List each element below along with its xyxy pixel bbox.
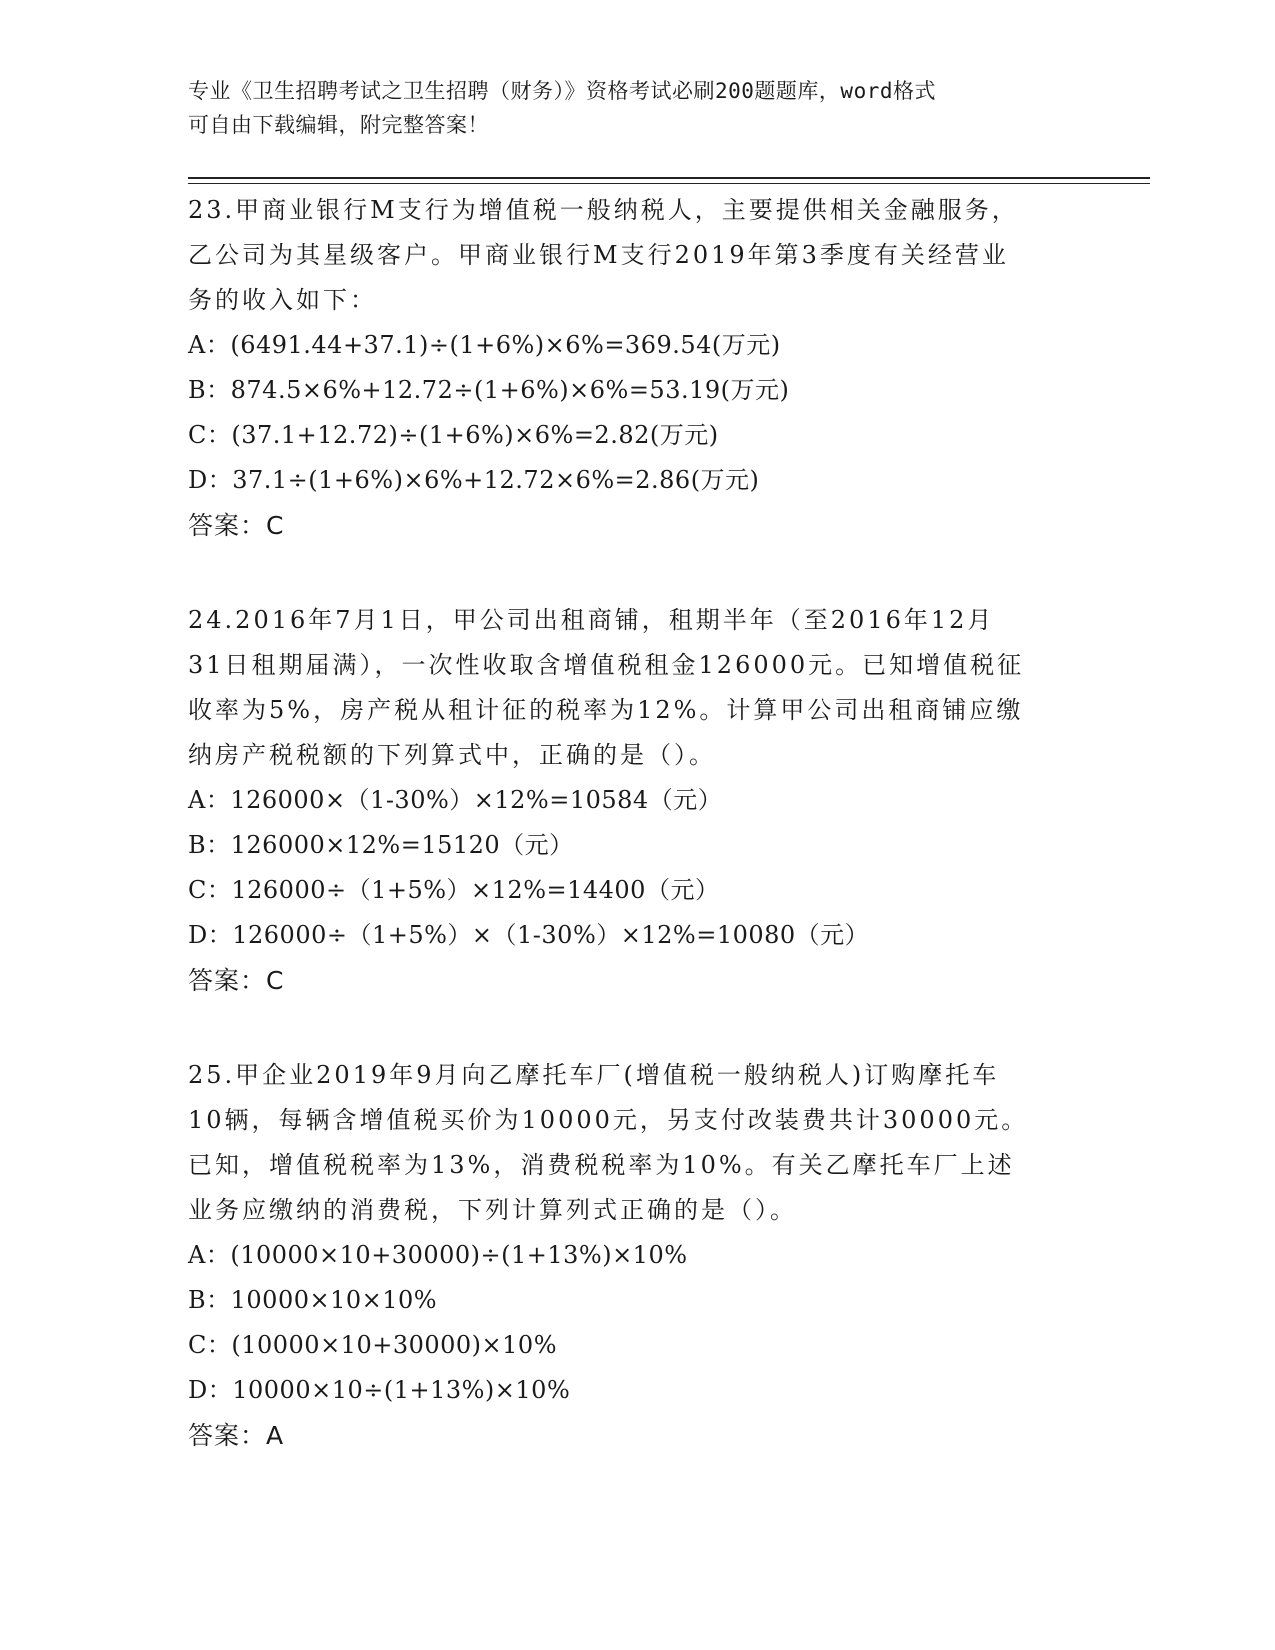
- question-text-line: 31日租期届满），一次性收取含增值税租金126000元。已知增值税征: [188, 651, 1025, 679]
- header-line-2: 可自由下载编辑，附完整答案！: [188, 113, 489, 137]
- option-a: A：126000×（1-30%）×12%=10584（元）: [188, 786, 723, 814]
- question-24: [188, 598, 1088, 1003]
- question-23: [188, 188, 1088, 548]
- question-text-line: 24.2016年7月1日，甲公司出租商铺，租期半年（至2016年12月: [188, 606, 995, 634]
- header-divider-thin: [188, 183, 1150, 184]
- option-c: C：(10000×10+30000)×10%: [188, 1331, 557, 1359]
- option-b: B：10000×10×10%: [188, 1286, 438, 1314]
- answer: 答案：C: [188, 511, 285, 540]
- option-d: D：37.1÷(1+6%)×6%+12.72×6%=2.86(万元): [188, 466, 760, 494]
- question-text-line: 业务应缴纳的消费税，下列计算列式正确的是（）。: [188, 1196, 797, 1224]
- question-text-line: 纳房产税税额的下列算式中，正确的是（）。: [188, 741, 716, 769]
- option-a: A：(6491.44+37.1)÷(1+6%)×6%=369.54(万元): [188, 331, 781, 359]
- option-d: D：10000×10÷(1+13%)×10%: [188, 1376, 571, 1404]
- option-c: C：126000÷（1+5%）×12%=14400（元）: [188, 876, 720, 904]
- question-text-line: 务的收入如下：: [188, 286, 377, 314]
- question-text-line: 已知，增值税税率为13%，消费税税率为10%。有关乙摩托车厂上述: [188, 1151, 1015, 1179]
- header-divider-thick: [188, 177, 1150, 179]
- question-text-line: 收率为5%，房产税从租计征的税率为12%。计算甲公司出租商铺应缴: [188, 696, 1024, 724]
- question-text-line: 25.甲企业2019年9月向乙摩托车厂(增值税一般纳税人)订购摩托车: [188, 1061, 1000, 1089]
- header-line-1: 专业《卫生招聘考试之卫生招聘（财务）》资格考试必刷200题题库，word格式: [188, 79, 936, 103]
- option-b: B：126000×12%=15120（元）: [188, 831, 574, 859]
- question-text-line: 23.甲商业银行M支行为增值税一般纳税人，主要提供相关金融服务，: [188, 196, 1019, 224]
- option-d: D：126000÷（1+5%）×（1-30%）×12%=10080（元）: [188, 921, 870, 949]
- answer: 答案：A: [188, 1421, 285, 1450]
- question-text-line: 10辆，每辆含增值税买价为10000元，另支付改装费共计30000元。: [188, 1106, 1029, 1134]
- option-a: A：(10000×10+30000)÷(1+13%)×10%: [188, 1241, 688, 1269]
- question-text-line: 乙公司为其星级客户。甲商业银行M支行2019年第3季度有关经营业: [188, 241, 1009, 269]
- answer: 答案：C: [188, 966, 285, 995]
- document-header: [188, 74, 1088, 142]
- option-b: B：874.5×6%+12.72÷(1+6%)×6%=53.19(万元): [188, 376, 790, 404]
- question-25: [188, 1053, 1088, 1458]
- option-c: C：(37.1+12.72)÷(1+6%)×6%=2.82(万元): [188, 421, 719, 449]
